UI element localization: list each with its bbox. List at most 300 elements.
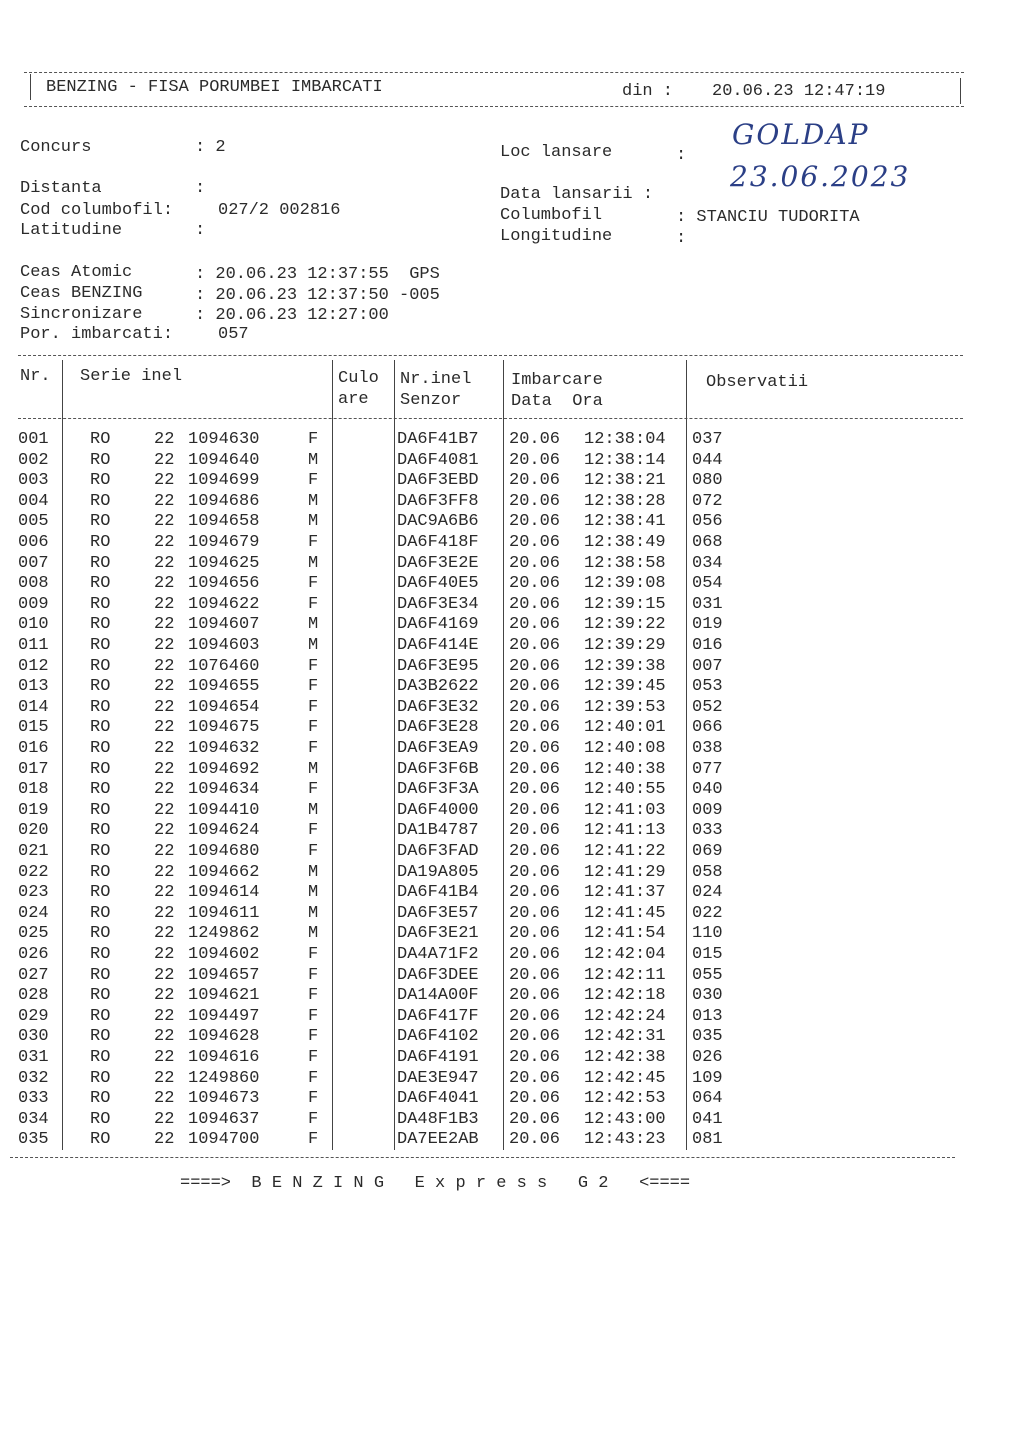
row-observatii: 030 bbox=[692, 986, 723, 1006]
row-time: 12:42:31 bbox=[584, 1027, 666, 1047]
row-observatii: 009 bbox=[692, 800, 723, 820]
row-date: 20.06 bbox=[509, 594, 561, 614]
row-sex: F bbox=[308, 533, 319, 552]
row-country: RO bbox=[90, 594, 111, 614]
cod-columbofil-label: Cod columbofil: bbox=[20, 201, 174, 220]
table-row bbox=[0, 574, 1024, 595]
por-imbarcati-label: Por. imbarcati: bbox=[20, 325, 174, 344]
row-sex: F bbox=[308, 965, 319, 985]
row-sensor: DA6F3E34 bbox=[397, 594, 479, 614]
row-time: 12:38:21 bbox=[584, 471, 666, 491]
row-year: 22 bbox=[154, 780, 175, 800]
footer-brand: ====> B E N Z I N G E x p r e s s G 2 <==== bbox=[180, 1174, 691, 1193]
row-sex: F bbox=[308, 1048, 319, 1067]
row-nr: 021 bbox=[18, 842, 49, 861]
row-country: RO bbox=[90, 512, 111, 532]
row-ring-number: 1094632 bbox=[188, 739, 260, 758]
row-year: 22 bbox=[154, 986, 175, 1006]
row-date: 20.06 bbox=[509, 1068, 561, 1088]
row-observatii: 026 bbox=[692, 1048, 723, 1067]
row-year: 22 bbox=[154, 1006, 175, 1026]
row-year: 22 bbox=[154, 1027, 175, 1047]
table-row bbox=[0, 657, 1024, 678]
row-year: 22 bbox=[154, 800, 175, 820]
row-year: 22 bbox=[154, 862, 175, 882]
table-row bbox=[0, 533, 1024, 554]
row-sensor: DA6F3E95 bbox=[397, 656, 479, 676]
table-row bbox=[0, 554, 1024, 575]
row-date: 20.06 bbox=[509, 1006, 561, 1026]
row-year: 22 bbox=[154, 965, 175, 985]
row-ring-number: 1094692 bbox=[188, 759, 260, 779]
ceas-benzing-value: : 20.06.23 12:37:50 -005 bbox=[195, 286, 440, 305]
row-date: 20.06 bbox=[509, 903, 561, 923]
row-observatii: 066 bbox=[692, 718, 723, 738]
row-sex: F bbox=[308, 842, 319, 861]
row-time: 12:41:13 bbox=[584, 821, 666, 841]
row-nr: 025 bbox=[18, 924, 49, 944]
row-time: 12:42:53 bbox=[584, 1089, 666, 1109]
table-row bbox=[0, 780, 1024, 801]
row-observatii: 037 bbox=[692, 430, 723, 449]
row-nr: 028 bbox=[18, 986, 49, 1006]
row-nr: 001 bbox=[18, 430, 49, 449]
row-country: RO bbox=[90, 697, 111, 717]
row-ring-number: 1076460 bbox=[188, 656, 260, 676]
row-nr: 002 bbox=[18, 450, 49, 470]
row-sex: F bbox=[308, 594, 319, 614]
distanta-value: : bbox=[195, 179, 206, 198]
row-country: RO bbox=[90, 718, 111, 738]
row-date: 20.06 bbox=[509, 450, 561, 470]
row-time: 12:38:41 bbox=[584, 512, 666, 532]
row-nr: 007 bbox=[18, 553, 49, 573]
header-imbarcare-1: Imbarcare bbox=[511, 371, 603, 390]
row-ring-number: 1249860 bbox=[188, 1068, 260, 1088]
row-time: 12:38:49 bbox=[584, 533, 666, 552]
row-nr: 012 bbox=[18, 656, 49, 676]
concurs-value: : 2 bbox=[195, 138, 226, 157]
table-top-border bbox=[18, 355, 963, 356]
row-ring-number: 1094410 bbox=[188, 800, 260, 820]
row-observatii: 081 bbox=[692, 1130, 723, 1150]
row-observatii: 034 bbox=[692, 553, 723, 573]
table-row bbox=[0, 904, 1024, 925]
row-country: RO bbox=[90, 821, 111, 841]
header-nrinel-2: Senzor bbox=[400, 391, 462, 410]
row-sex: F bbox=[308, 471, 319, 491]
ceas-atomic-value: : 20.06.23 12:37:55 GPS bbox=[195, 265, 440, 284]
header-serie-inel: Serie inel bbox=[80, 367, 183, 386]
row-sensor: DA6F4041 bbox=[397, 1089, 479, 1109]
row-time: 12:41:03 bbox=[584, 800, 666, 820]
row-sex: F bbox=[308, 1006, 319, 1026]
row-sensor: DA6F414E bbox=[397, 636, 479, 655]
row-time: 12:40:08 bbox=[584, 739, 666, 758]
row-time: 12:39:38 bbox=[584, 656, 666, 676]
row-ring-number: 1094656 bbox=[188, 574, 260, 594]
row-date: 20.06 bbox=[509, 677, 561, 697]
row-observatii: 019 bbox=[692, 615, 723, 635]
row-sensor: DA19A805 bbox=[397, 862, 479, 882]
row-nr: 017 bbox=[18, 759, 49, 779]
row-observatii: 080 bbox=[692, 471, 723, 491]
row-sex: M bbox=[308, 800, 319, 820]
row-year: 22 bbox=[154, 512, 175, 532]
row-year: 22 bbox=[154, 574, 175, 594]
row-ring-number: 1094680 bbox=[188, 842, 260, 861]
row-year: 22 bbox=[154, 1130, 175, 1150]
row-observatii: 077 bbox=[692, 759, 723, 779]
row-sensor: DA6F40E5 bbox=[397, 574, 479, 594]
row-time: 12:42:45 bbox=[584, 1068, 666, 1088]
row-ring-number: 1094603 bbox=[188, 636, 260, 655]
row-time: 12:42:24 bbox=[584, 1006, 666, 1026]
table-row bbox=[0, 492, 1024, 513]
row-year: 22 bbox=[154, 636, 175, 655]
row-ring-number: 1094640 bbox=[188, 450, 260, 470]
header-culoare-1: Culo bbox=[338, 369, 379, 388]
row-nr: 015 bbox=[18, 718, 49, 738]
row-observatii: 022 bbox=[692, 903, 723, 923]
table-row bbox=[0, 677, 1024, 698]
printed-date-value: 20.06.23 12:47:19 bbox=[712, 82, 886, 101]
row-nr: 034 bbox=[18, 1109, 49, 1129]
title-right-border bbox=[960, 78, 961, 104]
row-sensor: DA6F3FF8 bbox=[397, 491, 479, 511]
row-nr: 014 bbox=[18, 697, 49, 717]
row-time: 12:41:45 bbox=[584, 903, 666, 923]
row-observatii: 069 bbox=[692, 842, 723, 861]
row-sex: F bbox=[308, 780, 319, 800]
table-row bbox=[0, 698, 1024, 719]
row-date: 20.06 bbox=[509, 739, 561, 758]
table-row bbox=[0, 739, 1024, 760]
row-sensor: DA6F4191 bbox=[397, 1048, 479, 1067]
por-imbarcati-value: 057 bbox=[218, 325, 249, 344]
row-sex: F bbox=[308, 821, 319, 841]
row-observatii: 007 bbox=[692, 656, 723, 676]
row-country: RO bbox=[90, 986, 111, 1006]
row-observatii: 109 bbox=[692, 1068, 723, 1088]
row-observatii: 031 bbox=[692, 594, 723, 614]
row-nr: 032 bbox=[18, 1068, 49, 1088]
table-row bbox=[0, 945, 1024, 966]
row-sex: F bbox=[308, 1130, 319, 1150]
row-sensor: DA3B2622 bbox=[397, 677, 479, 697]
row-sex: M bbox=[308, 636, 319, 655]
row-date: 20.06 bbox=[509, 471, 561, 491]
row-country: RO bbox=[90, 1068, 111, 1088]
loc-lansare-label: Loc lansare bbox=[500, 143, 613, 162]
row-observatii: 044 bbox=[692, 450, 723, 470]
row-date: 20.06 bbox=[509, 553, 561, 573]
row-time: 12:39:45 bbox=[584, 677, 666, 697]
row-year: 22 bbox=[154, 945, 175, 964]
row-ring-number: 1094655 bbox=[188, 677, 260, 697]
loc-lansare-value: : bbox=[676, 146, 687, 165]
row-sensor: DA6F3EBD bbox=[397, 471, 479, 491]
title-left-border bbox=[30, 74, 31, 100]
header-bottom-border bbox=[18, 418, 963, 419]
row-country: RO bbox=[90, 1089, 111, 1109]
header-nr: Nr. bbox=[20, 367, 51, 386]
row-ring-number: 1094621 bbox=[188, 986, 260, 1006]
table-row bbox=[0, 1069, 1024, 1090]
row-sensor: DA6F3E2E bbox=[397, 553, 479, 573]
row-country: RO bbox=[90, 574, 111, 594]
row-ring-number: 1094700 bbox=[188, 1130, 260, 1150]
row-nr: 023 bbox=[18, 883, 49, 903]
row-date: 20.06 bbox=[509, 512, 561, 532]
row-observatii: 013 bbox=[692, 1006, 723, 1026]
row-date: 20.06 bbox=[509, 1109, 561, 1129]
row-date: 20.06 bbox=[509, 636, 561, 655]
row-time: 12:39:22 bbox=[584, 615, 666, 635]
row-sex: M bbox=[308, 553, 319, 573]
header-observatii: Observatii bbox=[706, 373, 809, 392]
row-time: 12:38:14 bbox=[584, 450, 666, 470]
row-country: RO bbox=[90, 739, 111, 758]
row-country: RO bbox=[90, 471, 111, 491]
ceas-atomic-label: Ceas Atomic bbox=[20, 263, 133, 282]
row-time: 12:39:15 bbox=[584, 594, 666, 614]
row-sex: M bbox=[308, 450, 319, 470]
row-sensor: DA7EE2AB bbox=[397, 1130, 479, 1150]
row-nr: 020 bbox=[18, 821, 49, 841]
table-row bbox=[0, 718, 1024, 739]
row-sex: M bbox=[308, 512, 319, 532]
row-time: 12:43:23 bbox=[584, 1130, 666, 1150]
row-ring-number: 1094602 bbox=[188, 945, 260, 964]
row-year: 22 bbox=[154, 1089, 175, 1109]
row-sensor: DA6F3F3A bbox=[397, 780, 479, 800]
sincronizare-value: : 20.06.23 12:27:00 bbox=[195, 306, 389, 325]
row-ring-number: 1094675 bbox=[188, 718, 260, 738]
sincronizare-label: Sincronizare bbox=[20, 305, 143, 324]
row-nr: 011 bbox=[18, 636, 49, 655]
row-observatii: 015 bbox=[692, 945, 723, 964]
row-country: RO bbox=[90, 965, 111, 985]
row-sensor: DA6F3FAD bbox=[397, 842, 479, 861]
row-observatii: 056 bbox=[692, 512, 723, 532]
row-sex: F bbox=[308, 718, 319, 738]
row-ring-number: 1094679 bbox=[188, 533, 260, 552]
row-nr: 013 bbox=[18, 677, 49, 697]
row-date: 20.06 bbox=[509, 759, 561, 779]
row-time: 12:41:29 bbox=[584, 862, 666, 882]
row-country: RO bbox=[90, 533, 111, 552]
row-time: 12:40:55 bbox=[584, 780, 666, 800]
row-nr: 006 bbox=[18, 533, 49, 552]
row-nr: 004 bbox=[18, 491, 49, 511]
ceas-benzing-label: Ceas BENZING bbox=[20, 284, 143, 303]
longitudine-label: Longitudine bbox=[500, 227, 613, 246]
row-sensor: DA6F3DEE bbox=[397, 965, 479, 985]
table-row bbox=[0, 760, 1024, 781]
row-nr: 010 bbox=[18, 615, 49, 635]
row-country: RO bbox=[90, 1027, 111, 1047]
row-time: 12:40:38 bbox=[584, 759, 666, 779]
table-row bbox=[0, 863, 1024, 884]
row-time: 12:39:53 bbox=[584, 697, 666, 717]
row-time: 12:38:28 bbox=[584, 491, 666, 511]
row-sex: F bbox=[308, 1109, 319, 1129]
row-sensor: DA6F417F bbox=[397, 1006, 479, 1026]
table-row bbox=[0, 512, 1024, 533]
row-nr: 026 bbox=[18, 945, 49, 964]
row-nr: 035 bbox=[18, 1130, 49, 1150]
row-year: 22 bbox=[154, 430, 175, 449]
row-country: RO bbox=[90, 883, 111, 903]
row-nr: 022 bbox=[18, 862, 49, 882]
row-country: RO bbox=[90, 862, 111, 882]
header-culoare-2: are bbox=[338, 390, 369, 409]
row-date: 20.06 bbox=[509, 924, 561, 944]
table-row bbox=[0, 1027, 1024, 1048]
row-sensor: DA6F4081 bbox=[397, 450, 479, 470]
row-sensor: DA14A00F bbox=[397, 986, 479, 1006]
row-nr: 018 bbox=[18, 780, 49, 800]
columbofil-label: Columbofil bbox=[500, 206, 603, 225]
row-country: RO bbox=[90, 430, 111, 449]
row-sensor: DA6F4102 bbox=[397, 1027, 479, 1047]
row-ring-number: 1094624 bbox=[188, 821, 260, 841]
latitudine-label: Latitudine bbox=[20, 221, 123, 240]
row-date: 20.06 bbox=[509, 1130, 561, 1150]
row-country: RO bbox=[90, 636, 111, 655]
table-row bbox=[0, 636, 1024, 657]
row-date: 20.06 bbox=[509, 842, 561, 861]
row-sensor: DA48F1B3 bbox=[397, 1109, 479, 1129]
row-nr: 033 bbox=[18, 1089, 49, 1109]
row-year: 22 bbox=[154, 924, 175, 944]
row-year: 22 bbox=[154, 656, 175, 676]
row-date: 20.06 bbox=[509, 800, 561, 820]
row-nr: 019 bbox=[18, 800, 49, 820]
row-observatii: 040 bbox=[692, 780, 723, 800]
row-observatii: 072 bbox=[692, 491, 723, 511]
document-title: BENZING - FISA PORUMBEI IMBARCATI bbox=[46, 78, 383, 97]
row-sex: F bbox=[308, 656, 319, 676]
table-row bbox=[0, 471, 1024, 492]
latitudine-value: : bbox=[195, 221, 206, 240]
table-row bbox=[0, 1089, 1024, 1110]
row-date: 20.06 bbox=[509, 1089, 561, 1109]
row-sensor: DA6F418F bbox=[397, 533, 479, 552]
row-sensor: DA6F3F6B bbox=[397, 759, 479, 779]
row-year: 22 bbox=[154, 553, 175, 573]
row-sensor: DA6F3EA9 bbox=[397, 739, 479, 758]
row-year: 22 bbox=[154, 1048, 175, 1067]
row-time: 12:42:11 bbox=[584, 965, 666, 985]
row-year: 22 bbox=[154, 1109, 175, 1129]
row-date: 20.06 bbox=[509, 821, 561, 841]
row-ring-number: 1249862 bbox=[188, 924, 260, 944]
row-observatii: 033 bbox=[692, 821, 723, 841]
table-row bbox=[0, 1130, 1024, 1151]
row-year: 22 bbox=[154, 471, 175, 491]
row-date: 20.06 bbox=[509, 718, 561, 738]
table-row bbox=[0, 966, 1024, 987]
table-row bbox=[0, 821, 1024, 842]
row-date: 20.06 bbox=[509, 1048, 561, 1067]
row-observatii: 052 bbox=[692, 697, 723, 717]
row-time: 12:41:37 bbox=[584, 883, 666, 903]
row-date: 20.06 bbox=[509, 697, 561, 717]
row-time: 12:38:04 bbox=[584, 430, 666, 449]
row-country: RO bbox=[90, 759, 111, 779]
row-ring-number: 1094699 bbox=[188, 471, 260, 491]
row-sex: M bbox=[308, 883, 319, 903]
row-country: RO bbox=[90, 800, 111, 820]
row-sex: M bbox=[308, 759, 319, 779]
table-row bbox=[0, 801, 1024, 822]
row-sex: F bbox=[308, 430, 319, 449]
row-date: 20.06 bbox=[509, 965, 561, 985]
distanta-label: Distanta bbox=[20, 179, 102, 198]
row-ring-number: 1094625 bbox=[188, 553, 260, 573]
row-date: 20.06 bbox=[509, 430, 561, 449]
row-observatii: 035 bbox=[692, 1027, 723, 1047]
row-date: 20.06 bbox=[509, 615, 561, 635]
row-country: RO bbox=[90, 677, 111, 697]
row-ring-number: 1094622 bbox=[188, 594, 260, 614]
row-ring-number: 1094657 bbox=[188, 965, 260, 985]
data-lansarii-label: Data lansarii : bbox=[500, 185, 654, 204]
row-observatii: 058 bbox=[692, 862, 723, 882]
table-row bbox=[0, 883, 1024, 904]
row-time: 12:41:22 bbox=[584, 842, 666, 861]
row-country: RO bbox=[90, 450, 111, 470]
row-ring-number: 1094634 bbox=[188, 780, 260, 800]
row-sex: M bbox=[308, 491, 319, 511]
title-top-border bbox=[24, 72, 964, 73]
handwritten-date: 23.06.2023 bbox=[730, 160, 911, 193]
row-observatii: 024 bbox=[692, 883, 723, 903]
row-sex: F bbox=[308, 574, 319, 594]
row-sex: F bbox=[308, 677, 319, 697]
row-time: 12:40:01 bbox=[584, 718, 666, 738]
row-time: 12:42:18 bbox=[584, 986, 666, 1006]
row-year: 22 bbox=[154, 615, 175, 635]
row-year: 22 bbox=[154, 533, 175, 552]
row-time: 12:38:58 bbox=[584, 553, 666, 573]
row-year: 22 bbox=[154, 718, 175, 738]
row-sensor: DAE3E947 bbox=[397, 1068, 479, 1088]
row-observatii: 055 bbox=[692, 965, 723, 985]
row-observatii: 110 bbox=[692, 924, 723, 944]
row-nr: 029 bbox=[18, 1006, 49, 1026]
header-imbarcare-2: Data Ora bbox=[511, 392, 603, 411]
row-observatii: 053 bbox=[692, 677, 723, 697]
row-sensor: DA6F3E32 bbox=[397, 697, 479, 717]
row-observatii: 016 bbox=[692, 636, 723, 655]
row-ring-number: 1094686 bbox=[188, 491, 260, 511]
row-sensor: DA4A71F2 bbox=[397, 945, 479, 964]
row-year: 22 bbox=[154, 883, 175, 903]
row-date: 20.06 bbox=[509, 656, 561, 676]
row-time: 12:43:00 bbox=[584, 1109, 666, 1129]
table-row bbox=[0, 842, 1024, 863]
table-row bbox=[0, 924, 1024, 945]
row-nr: 027 bbox=[18, 965, 49, 985]
row-nr: 005 bbox=[18, 512, 49, 532]
row-sensor: DA6F3E21 bbox=[397, 924, 479, 944]
row-sex: F bbox=[308, 945, 319, 964]
row-country: RO bbox=[90, 924, 111, 944]
row-sex: M bbox=[308, 615, 319, 635]
